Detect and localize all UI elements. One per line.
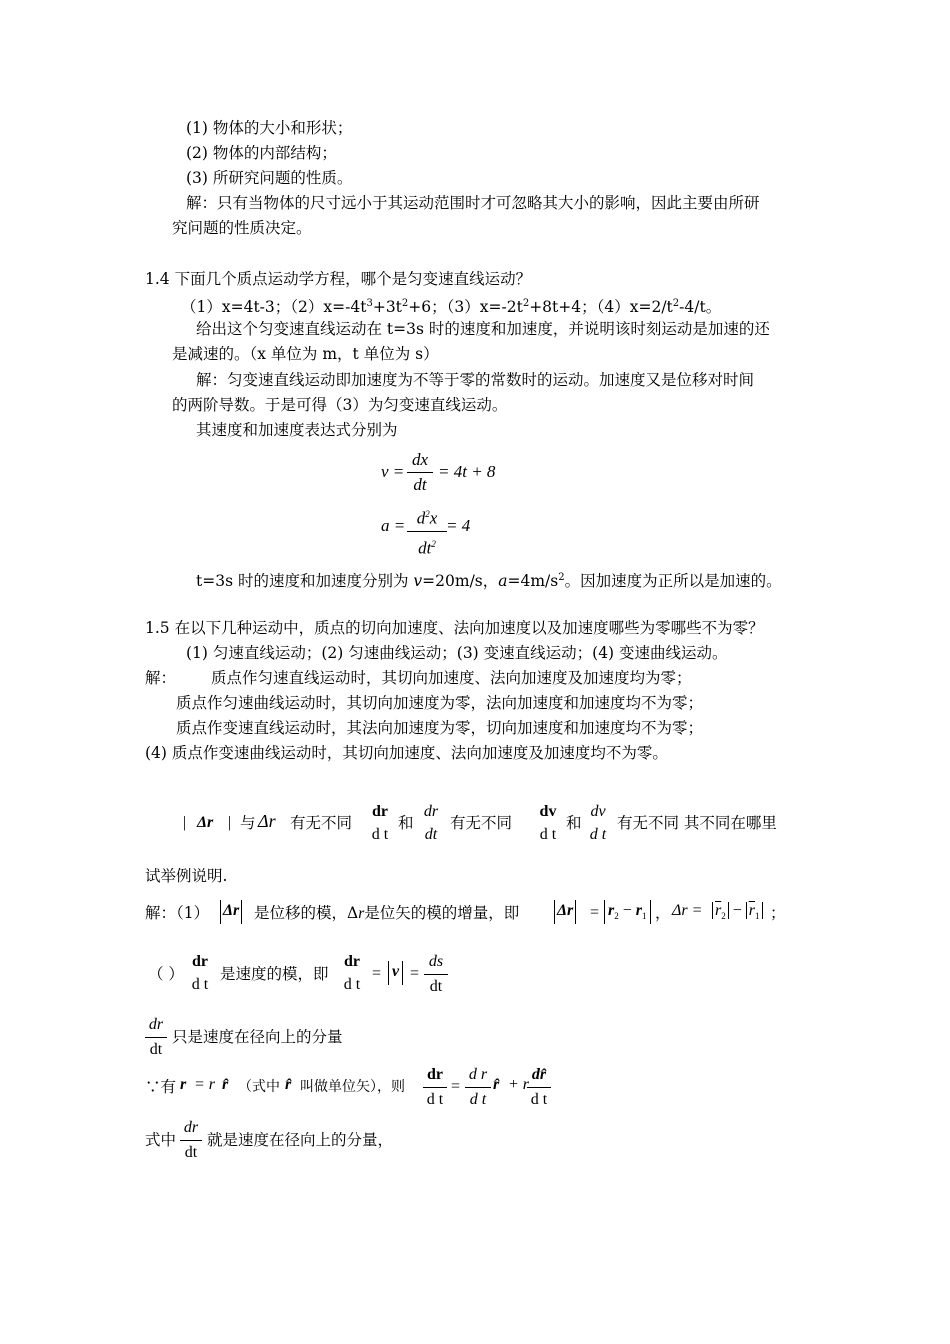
q16-solution-label: 解：（1） bbox=[145, 904, 210, 922]
equals-sign-2: = bbox=[372, 965, 382, 982]
fraction-dv-vector-dt: dv d t bbox=[539, 803, 557, 843]
q16-part4-rhat-2: r̂ bbox=[285, 1076, 292, 1093]
abs-r2-minus-abs-r1: $\overline{r}_2 - \overline{r}_1$ bbox=[712, 900, 763, 927]
fraction-dr-vector-dt: dr d t bbox=[371, 803, 389, 843]
q16-diff-text-3: 有无不同 其不同在哪里 bbox=[617, 814, 777, 832]
q16-part5-a: 式中 bbox=[145, 1131, 177, 1149]
q16-solution-text-a: 是位移的模，Δr是位矢的模的增量，即 bbox=[254, 904, 520, 922]
fraction-dr-scalar-dt-p4: d r d t bbox=[465, 1064, 491, 1111]
fraction-ds-dt: ds dt bbox=[424, 951, 448, 998]
q15-solution-4: (4) 质点作变速曲线运动时，其切向加速度、法向加速度及加速度均不为零。 bbox=[145, 744, 668, 762]
q13-solution-line-1: 解：只有当物体的尺寸远小于其运动范围时才可忽略其大小的影响，因此主要由所研 bbox=[186, 194, 760, 212]
velocity-lhs: v = bbox=[381, 462, 405, 481]
q16-abs-open: | bbox=[183, 814, 187, 831]
q16-diff-text-2: 有无不同 bbox=[450, 814, 513, 832]
q15-solution-2: 质点作匀速曲线运动时，其切向加速度为零，法向加速度和加速度均不为零； bbox=[176, 694, 704, 712]
equals-sign-3: = bbox=[410, 965, 420, 982]
q15-title: 1.5 在以下几种运动中，质点的切向加速度、法向加速度以及加速度哪些为零哪些不为零？ bbox=[145, 619, 764, 637]
fraction-dr-dt-radial: dr dt bbox=[145, 1014, 167, 1061]
acceleration-fraction: $d^2x$ $dt^2$ bbox=[407, 503, 447, 559]
q16-part4-rhat: r̂ bbox=[222, 1076, 229, 1093]
q16-part2-text: 是速度的模，即 bbox=[220, 965, 329, 983]
q14-question-line-1: 给出这个匀变速直线运动在 t=3s 时的速度和加速度，并说明该时刻运动是加速的还 bbox=[196, 320, 770, 338]
q15-solution-1: 质点作匀速直线运动时，其切向加速度、法向加速度及加速度均为零； bbox=[211, 669, 692, 687]
q16-part4-rhat-3: r̂ bbox=[493, 1076, 500, 1093]
fraction-dv-scalar-dt: dv d t bbox=[589, 803, 607, 843]
q15-solution-label: 解： bbox=[145, 669, 177, 687]
fraction-dr-dt-p5: dr dt bbox=[180, 1117, 202, 1164]
q16-part5-b: 就是速度在径向上的分量， bbox=[207, 1131, 394, 1149]
abs-r2-minus-r1: $r_2 - r_1$ bbox=[604, 900, 651, 924]
velocity-rhs: = 4t + 8 bbox=[438, 462, 496, 481]
q14-result: t=3s 时的速度和加速度分别为 v=20m/s，$a=4m/s^2$。因加速度为正所以是加速的。 bbox=[196, 572, 782, 591]
abs-delta-r-vector: Δr bbox=[220, 900, 242, 924]
q14-solution-line-1: 解：匀变速直线运动即加速度为不等于零的常数时的运动。加速度又是位移对时间 bbox=[196, 371, 755, 389]
q16-he-1: 和 bbox=[398, 814, 414, 832]
acceleration-lhs: a = bbox=[381, 516, 406, 535]
q13-item-1: (1) 物体的大小和形状； bbox=[186, 119, 353, 137]
q14-title: 1.4 下面几个质点运动学方程，哪个是匀变速直线运动？ bbox=[145, 270, 532, 288]
q16-he-2: 和 bbox=[566, 814, 582, 832]
fraction-drhat-dt: dr̂ d t bbox=[527, 1064, 551, 1111]
q13-item-3: (3) 所研究问题的性质。 bbox=[186, 169, 353, 187]
q16-part4-r-vector: r bbox=[180, 1076, 187, 1093]
q15-items: (1) 匀速直线运动；(2) 匀速曲线运动；(3) 变速直线运动；(4) 变速曲线运动。 bbox=[186, 644, 728, 662]
q16-part4-because: ∵有 bbox=[145, 1078, 177, 1096]
equals-sign-1: = bbox=[590, 904, 600, 921]
q16-delta-r-vector: Δr bbox=[197, 814, 214, 831]
acceleration-rhs: = 4 bbox=[446, 516, 471, 535]
q16-delta-r-scalar: Δr bbox=[258, 811, 276, 831]
q16-part4-eq: = r bbox=[194, 1076, 216, 1093]
q13-solution-line-2: 究问题的性质决定。 bbox=[172, 219, 312, 237]
scalar-delta-r-eq: Δr = bbox=[672, 902, 703, 919]
q16-part4-plus: + r bbox=[508, 1076, 530, 1093]
equals-sign-4: = bbox=[451, 1078, 461, 1095]
fraction-dr-vector-dt-p4: dr d t bbox=[423, 1064, 447, 1111]
q14-question-line-2: 是减速的。（x 单位为 m，t 单位为 s） bbox=[172, 345, 439, 363]
fraction-dr-dt-part2b: dr d t bbox=[343, 953, 361, 993]
q16-part4-paren-b: 叫做单位矢），则 bbox=[300, 1079, 405, 1095]
q16-comma: ， bbox=[655, 904, 671, 922]
q16-abs-close: | bbox=[228, 814, 232, 831]
abs-velocity: v bbox=[388, 961, 403, 985]
q16-semicolon: ； bbox=[770, 904, 786, 922]
fraction-dr-dt-part2: dr d t bbox=[191, 953, 209, 993]
abs-delta-r-vector-2: Δr bbox=[554, 900, 576, 924]
q16-yu: 与 bbox=[240, 814, 256, 832]
q13-item-2: (2) 物体的内部结构； bbox=[186, 144, 337, 162]
q15-solution-3: 质点作变速直线运动时，其法向加速度为零，切向加速度和加速度均不为零； bbox=[176, 719, 704, 737]
q16-part3-text: 只是速度在径向上的分量 bbox=[172, 1028, 343, 1046]
velocity-fraction: dx dt bbox=[407, 449, 433, 496]
q14-solution-line-3: 其速度和加速度表达式分别为 bbox=[196, 421, 398, 439]
fraction-dr-scalar-dt: dr dt bbox=[423, 803, 439, 843]
q14-equations: （1）x=4t-3；$(2)x=-4t^3+3t^2+6$；$(3)x=-2t^2+8t+4$；$(4)x=2/t^2-4/t$。 bbox=[181, 298, 722, 317]
q16-diff-text-1: 有无不同 bbox=[290, 814, 353, 832]
q16-part2-label: （ ） bbox=[148, 965, 184, 983]
q16-ask: 试举例说明. bbox=[145, 867, 228, 885]
q16-part4-paren-a: （式中 bbox=[238, 1079, 280, 1095]
q14-solution-line-2: 的两阶导数。于是可得（3）为匀变速直线运动。 bbox=[172, 396, 508, 414]
